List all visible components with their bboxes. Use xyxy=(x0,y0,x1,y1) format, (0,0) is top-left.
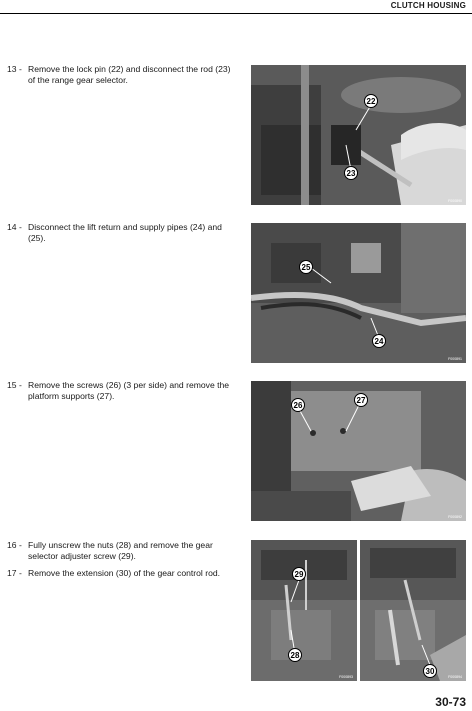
photo-step-15 xyxy=(251,381,466,521)
page-header xyxy=(0,0,472,14)
callout-23 xyxy=(345,167,358,180)
step-text: Remove the extension (30) of the gear control rod. xyxy=(28,568,221,578)
step-13 xyxy=(7,64,237,94)
step-14 xyxy=(7,222,237,252)
photo-step-16 xyxy=(251,540,357,681)
step-16 xyxy=(7,540,237,564)
callout-29 xyxy=(293,568,306,581)
callout-26 xyxy=(292,399,305,412)
step-text: Remove the screws (26) (3 per side) and remove the platform supports (27). xyxy=(28,380,230,401)
photo-code: F000891 xyxy=(448,357,462,361)
photo-step-14 xyxy=(251,223,466,363)
photo-code: F000890 xyxy=(448,199,462,203)
header-rule xyxy=(0,13,472,14)
callout-24 xyxy=(373,335,386,348)
photo-step-17 xyxy=(360,540,466,681)
svg-text:30: 30 xyxy=(425,667,435,676)
svg-text:23: 23 xyxy=(346,169,356,178)
svg-text:25: 25 xyxy=(301,263,311,272)
step-text: Remove the lock pin (22) and disconnect the rod (23) of the range gear selector. xyxy=(28,64,231,85)
photo-step-13 xyxy=(251,65,466,205)
step-number: 14 - xyxy=(7,222,22,232)
step-number: 16 - xyxy=(7,540,22,550)
step-number: 17 - xyxy=(7,568,22,578)
step-17 xyxy=(7,568,237,582)
callout-22 xyxy=(365,95,378,108)
step-number: 15 - xyxy=(7,380,22,390)
page-number: 30-73 xyxy=(435,695,466,709)
step-15 xyxy=(7,380,237,410)
callout-27 xyxy=(355,394,368,407)
svg-text:29: 29 xyxy=(294,570,304,579)
section-title: CLUTCH HOUSING xyxy=(390,1,466,10)
svg-text:27: 27 xyxy=(356,396,366,405)
photo-code: F000893 xyxy=(339,675,353,679)
photo-code: F000892 xyxy=(448,515,462,519)
svg-text:24: 24 xyxy=(374,337,384,346)
svg-text:28: 28 xyxy=(290,651,300,660)
callout-28 xyxy=(289,649,302,662)
svg-text:22: 22 xyxy=(366,97,376,106)
callout-25 xyxy=(300,261,313,274)
callout-30 xyxy=(424,665,437,678)
step-number: 13 - xyxy=(7,64,22,74)
step-text: Fully unscrew the nuts (28) and remove the gear selector adjuster screw (29). xyxy=(28,540,213,561)
step-text: Disconnect the lift return and supply pipes (24) and (25). xyxy=(28,222,222,243)
photo-code: F000894 xyxy=(448,675,462,679)
svg-text:26: 26 xyxy=(293,401,303,410)
